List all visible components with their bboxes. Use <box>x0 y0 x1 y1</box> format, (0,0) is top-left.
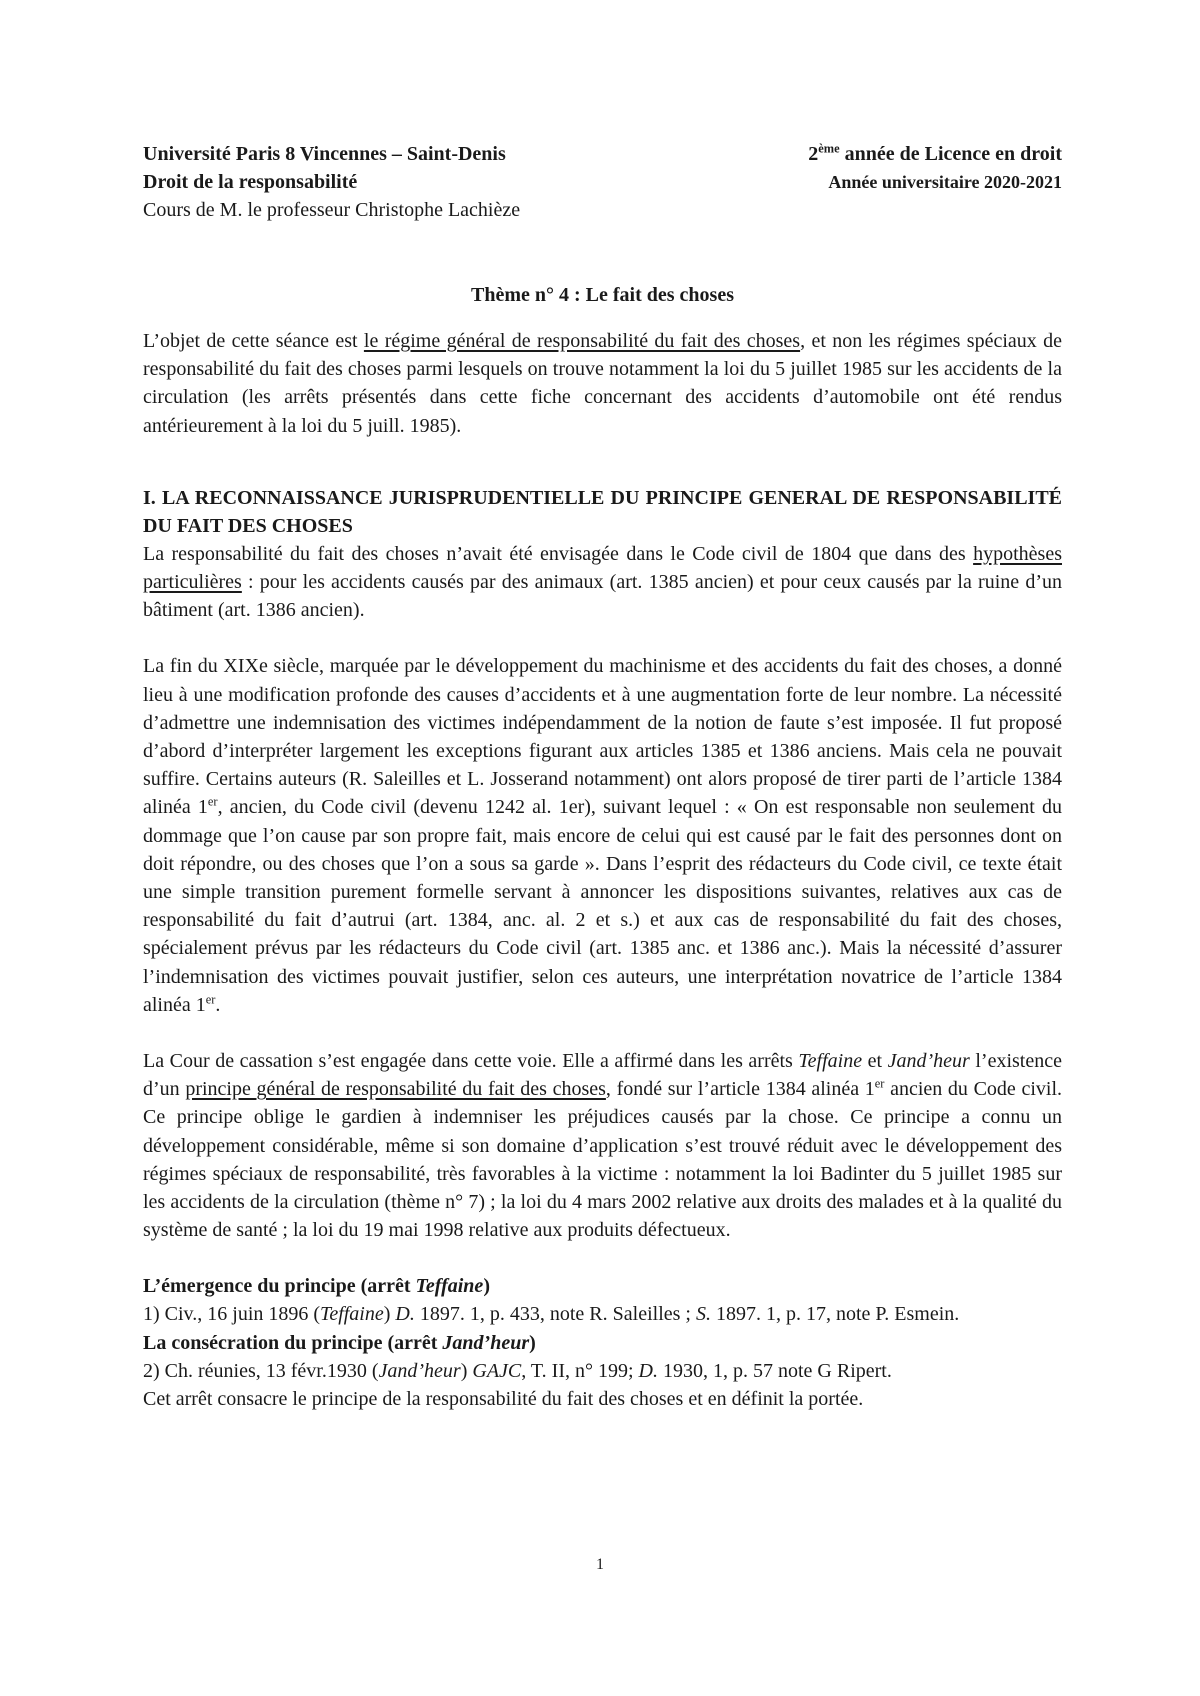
section-1-paragraph-3: La Cour de cassation s’est engagée dans cette voie. Elle a affirmé dans les arrêts Teffaine et Jand’heur l’existence d’un principe général de responsabilité du fait des choses, fondé sur l’article 1384 alinéa 1er ancien du Code civil. Ce principe oblige le gardien à indemniser les préjudices causés par la chose. Ce principe a connu un développement considérable, même si son domaine d’application s’est trouvé réduit avec le développement des régimes spéciaux de responsabilité, très favorables à la victime : notamment la loi Badinter du 5 juillet 1985 sur les accidents de la circulation (thème n° 7) ; la loi du 4 mars 2002 relative aux droits des malades et à la qualité du système de santé ; la loi du 19 mai 1998 relative aux produits défectueux. <box>143 1050 1063 1242</box>
page-title: Thème n° 4 : Le fait des choses <box>471 284 734 306</box>
emergence-heading: L’émergence du principe (arrêt Teffaine) <box>143 1275 490 1298</box>
course-name: Droit de la responsabilité <box>143 171 358 193</box>
academic-year: Année universitaire 2020-2021 <box>828 172 1062 192</box>
intro-paragraph: L’objet de cette séance est le régime général de responsabilité du fait des choses, et non les régimes spéciaux de responsabilité du fait des choses parmi lesquels on trouve notamment la loi du 5 juillet 1985 sur les accidents de la circulation (les arrêts présentés dans cette fiche concernant des accidents d’automobile ont été rendus antérieurement à la loi du 5 juill. 1985). <box>143 330 1062 437</box>
consecration-heading: La consécration du principe (arrêt Jand’heur) <box>143 1331 536 1354</box>
section-1-title: I. LA RECONNAISSANCE JURISPRUDENTIELLE DU PRINCIPE GENERAL DE RESPONSABILITÉ DU FAIT DES CHOSES <box>143 486 1062 537</box>
page-number: 1 <box>596 1556 604 1573</box>
consecration-reference: 2) Ch. réunies, 13 févr.1930 (Jand’heur) GAJC, T. II, n° 199; D. 1930, 1, p. 57 note G Ripert. <box>143 1359 892 1382</box>
document-header <box>143 140 1062 240</box>
professor-line: Cours de M. le professeur Christophe Lachièze <box>143 199 521 221</box>
university-name: Université Paris 8 Vincennes – Saint-Denis <box>143 143 506 165</box>
consecration-summary: Cet arrêt consacre le principe de la responsabilité du fait des choses et en définit la portée. <box>143 1387 864 1410</box>
study-year: 2ème année de Licence en droit <box>808 141 1062 165</box>
section-1-paragraph-2: La fin du XIXe siècle, marquée par le développement du machinisme et des accidents du fait des choses, a donné lieu à une modification profonde des causes d’accidents et à une augmentation forte de leur nombre. La nécessité d’admettre une indemnisation des victimes indépendamment de la notion de faute s’est imposée. Il fut proposé d’abord d’interpréter largement les exceptions figurant aux articles 1385 et 1386 anciens. Mais cela ne pouvait suffire. Certains auteurs (R. Saleilles et L. Josserand notamment) ont alors proposé de tirer parti de l’article 1384 alinéa 1er, ancien, du Code civil (devenu 1242 al. 1er), suivant lequel : « On est responsable non seulement du dommage que l’on cause par son propre fait, mais encore de celui qui est causé par le fait des personnes dont on doit répondre, ou des choses que l’on a sous sa garde ». Dans l’esprit des rédacteurs du Code civil, ce texte était une simple transition purement formelle servant à annoncer les dispositions suivantes, relatives aux cas de responsabilité du fait d’autrui (art. 1384, anc. al. 2 et s.) et aux cas de responsabilité du fait des choses, spécialement prévus par les rédacteurs du Code civil (art. 1385 anc. et 1386 anc.). Mais la nécessité d’assurer l’indemnisation des victimes pouvait justifier, selon ces auteurs, une interprétation novatrice de l’article 1384 alinéa 1er. <box>143 655 1062 1016</box>
emergence-reference: 1) Civ., 16 juin 1896 (Teffaine) D. 1897. 1, p. 433, note R. Saleilles ; S. 1897. 1, p. 17, note P. Esmein. <box>143 1303 960 1326</box>
section-1-paragraph-1: La responsabilité du fait des choses n’avait été envisagée dans le Code civil de 1804 que dans des hypothèses particulières : pour les accidents causés par des animaux (art. 1385 ancien) et pour ceux causés par la ruine d’un bâtiment (art. 1386 ancien). <box>143 542 1062 622</box>
